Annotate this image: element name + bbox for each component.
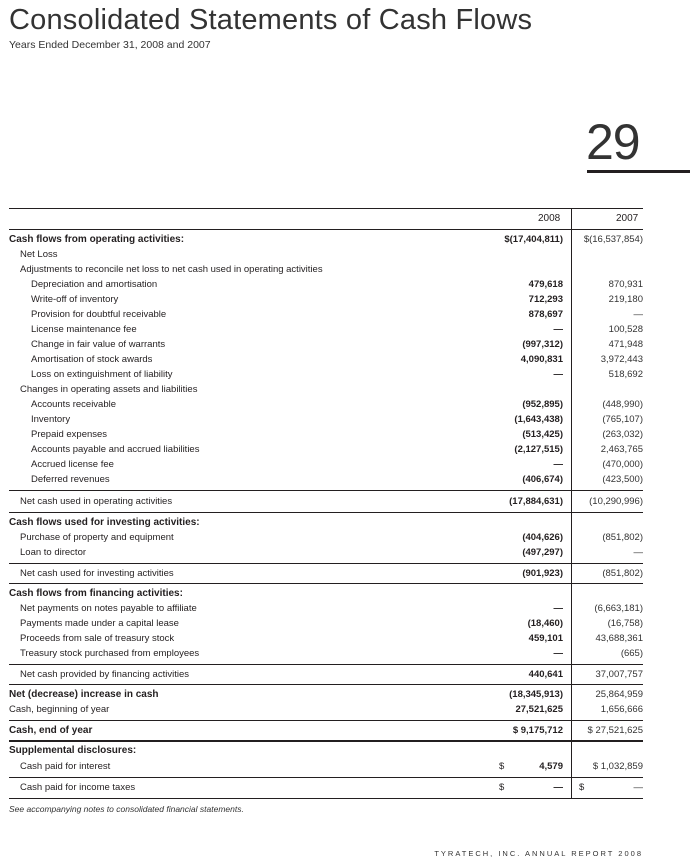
value-2007: 2,463,765 xyxy=(600,444,643,455)
table-top-rule xyxy=(9,208,643,209)
section-rule xyxy=(9,583,643,584)
value-2008: — xyxy=(553,324,563,335)
row-label: Net payments on notes payable to affiliate xyxy=(20,603,197,614)
table-row xyxy=(9,588,643,603)
table-row xyxy=(9,294,643,309)
section-heading-investing: Cash flows used for investing activities: xyxy=(9,517,200,528)
row-label: Cash, beginning of year xyxy=(9,704,110,715)
value-2007: (665) xyxy=(620,648,643,659)
value-2008: — xyxy=(553,648,563,659)
table-row xyxy=(9,547,643,562)
total-rule xyxy=(9,740,643,742)
page-title: Consolidated Statements of Cash Flows xyxy=(9,4,533,36)
value-2008: (901,923) xyxy=(522,568,563,579)
value-2008: — xyxy=(553,459,563,470)
page-number: 29 xyxy=(586,114,640,170)
value-2007: $(16,537,854) xyxy=(583,234,643,245)
value-2008: — xyxy=(553,782,563,793)
value-2007: 37,007,757 xyxy=(595,669,643,680)
value-2007: (470,000) xyxy=(602,459,643,470)
table-row xyxy=(9,459,643,474)
table-row xyxy=(9,369,643,384)
column-header-2008: 2008 xyxy=(538,213,561,224)
value-2007: 870,931 xyxy=(608,279,643,290)
row-label: Loan to director xyxy=(20,547,87,558)
section-heading-supplemental: Supplemental disclosures: xyxy=(9,745,137,756)
row-label: Amortisation of stock awards xyxy=(31,354,153,365)
value-2008: (513,425) xyxy=(522,429,563,440)
table-row xyxy=(9,745,643,760)
value-2007: (16,758) xyxy=(607,618,643,629)
value-2007: (263,032) xyxy=(602,429,643,440)
row-label: Adjustments to reconcile net loss to net cash used in operating activities xyxy=(20,264,323,275)
table-row xyxy=(9,264,643,279)
table-row xyxy=(9,234,643,249)
currency-symbol: $ xyxy=(499,761,505,772)
value-2007: 43,688,361 xyxy=(595,633,643,644)
value-2007: 25,864,959 xyxy=(595,689,643,700)
table-row xyxy=(9,444,643,459)
value-2008: (406,674) xyxy=(522,474,563,485)
value-2007: — xyxy=(633,547,643,558)
value-2007: (851,802) xyxy=(602,568,643,579)
row-label: Proceeds from sale of treasury stock xyxy=(20,633,175,644)
value-2007: (423,500) xyxy=(602,474,643,485)
value-2008: 479,618 xyxy=(528,279,563,290)
subtotal-rule xyxy=(9,490,643,491)
row-label: Purchase of property and equipment xyxy=(20,532,174,543)
row-label: Inventory xyxy=(31,414,71,425)
row-label: Payments made under a capital lease xyxy=(20,618,179,629)
subtotal-rule xyxy=(9,563,643,564)
value-2007: (10,290,996) xyxy=(589,496,643,507)
table-row xyxy=(9,761,643,776)
value-2008: 878,697 xyxy=(528,309,563,320)
currency-symbol: $ xyxy=(579,782,585,793)
row-label: License maintenance fee xyxy=(31,324,137,335)
value-2008: (17,884,631) xyxy=(509,496,563,507)
row-label: Cash paid for interest xyxy=(20,761,111,772)
subtotal-rule xyxy=(9,777,643,778)
row-label: Net (decrease) increase in cash xyxy=(9,689,159,700)
table-row xyxy=(9,648,643,663)
table-row xyxy=(9,354,643,369)
table-row xyxy=(9,517,643,532)
row-label: Accounts payable and accrued liabilities xyxy=(31,444,200,455)
footnote: See accompanying notes to consolidated financial statements. xyxy=(9,804,244,814)
value-2007: 3,972,443 xyxy=(600,354,643,365)
value-2008: — xyxy=(553,369,563,380)
column-header-2007: 2007 xyxy=(616,213,639,224)
row-label: Loss on extinguishment of liability xyxy=(31,369,173,380)
value-2007: 100,528 xyxy=(608,324,643,335)
row-label: Net cash used in operating activities xyxy=(20,496,173,507)
value-2007: $ 27,521,625 xyxy=(587,725,643,736)
table-row xyxy=(9,399,643,414)
currency-symbol: $ xyxy=(499,782,505,793)
report-footer: TYRATECH, INC. ANNUAL REPORT 2008 xyxy=(434,849,643,858)
table-row xyxy=(9,339,643,354)
value-2007: (448,990) xyxy=(602,399,643,410)
page-subtitle: Years Ended December 31, 2008 and 2007 xyxy=(9,39,211,51)
table-row xyxy=(9,414,643,429)
row-label: Change in fair value of warrants xyxy=(31,339,166,350)
table-row xyxy=(9,603,643,618)
row-label: Treasury stock purchased from employees xyxy=(20,648,200,659)
value-2008: (1,643,438) xyxy=(514,414,563,425)
table-row xyxy=(9,324,643,339)
value-2007: — xyxy=(633,782,643,793)
value-2007: 518,692 xyxy=(608,369,643,380)
page-number-bar xyxy=(587,170,690,173)
value-2008: — xyxy=(553,603,563,614)
row-label: Depreciation and amortisation xyxy=(31,279,158,290)
table-row xyxy=(9,249,643,264)
value-2008: (404,626) xyxy=(522,532,563,543)
row-label: Cash paid for income taxes xyxy=(20,782,136,793)
value-2007: 219,180 xyxy=(608,294,643,305)
value-2007: — xyxy=(633,309,643,320)
table-bottom-rule xyxy=(9,798,643,799)
table-row xyxy=(9,704,643,719)
value-2008: (497,297) xyxy=(522,547,563,558)
value-2007: $ 1,032,859 xyxy=(592,761,643,772)
table-row xyxy=(9,669,643,684)
section-rule xyxy=(9,684,643,685)
section-rule xyxy=(9,512,643,513)
row-label: Cash, end of year xyxy=(9,725,93,736)
row-label: Net cash used for investing activities xyxy=(20,568,174,579)
table-row xyxy=(9,532,643,547)
subtotal-rule xyxy=(9,720,643,721)
row-label: Net cash provided by financing activities xyxy=(20,669,189,680)
value-2008: 712,293 xyxy=(528,294,563,305)
value-2008: (18,460) xyxy=(527,618,563,629)
row-label: Write-off of inventory xyxy=(31,294,119,305)
table-row xyxy=(9,309,643,324)
table-row xyxy=(9,279,643,294)
value-2008: 4,090,831 xyxy=(520,354,563,365)
row-label: Accrued license fee xyxy=(31,459,114,470)
row-label: Deferred revenues xyxy=(31,474,110,485)
table-row xyxy=(9,568,643,583)
value-2007: (851,802) xyxy=(602,532,643,543)
value-2008: (18,345,913) xyxy=(509,689,563,700)
row-label: Accounts receivable xyxy=(31,399,117,410)
value-2007: 1,656,666 xyxy=(600,704,643,715)
table-row xyxy=(9,496,643,511)
table-row xyxy=(9,782,643,797)
value-2008: $ 9,175,712 xyxy=(512,725,563,736)
section-heading-financing: Cash flows from financing activities: xyxy=(9,588,183,599)
row-label: Net Loss xyxy=(20,249,58,260)
value-2007: (765,107) xyxy=(602,414,643,425)
table-row xyxy=(9,725,643,740)
value-2007: (6,663,181) xyxy=(594,603,643,614)
subtotal-rule xyxy=(9,664,643,665)
table-row xyxy=(9,474,643,489)
table-row xyxy=(9,633,643,648)
value-2008: 4,579 xyxy=(539,761,563,772)
value-2008: $(17,404,811) xyxy=(504,234,563,245)
value-2008: (997,312) xyxy=(522,339,563,350)
value-2008: 27,521,625 xyxy=(515,704,563,715)
table-row xyxy=(9,429,643,444)
section-heading-operating: Cash flows from operating activities: xyxy=(9,234,185,245)
table-row xyxy=(9,618,643,633)
value-2008: 459,101 xyxy=(528,633,563,644)
table-row xyxy=(9,689,643,704)
row-label: Provision for doubtful receivable xyxy=(31,309,167,320)
header-rule xyxy=(9,229,643,230)
table-row xyxy=(9,384,643,399)
value-2008: (952,895) xyxy=(522,399,563,410)
value-2008: 440,641 xyxy=(528,669,563,680)
value-2008: (2,127,515) xyxy=(514,444,563,455)
row-label: Prepaid expenses xyxy=(31,429,108,440)
value-2007: 471,948 xyxy=(608,339,643,350)
row-label: Changes in operating assets and liabilities xyxy=(20,384,198,395)
